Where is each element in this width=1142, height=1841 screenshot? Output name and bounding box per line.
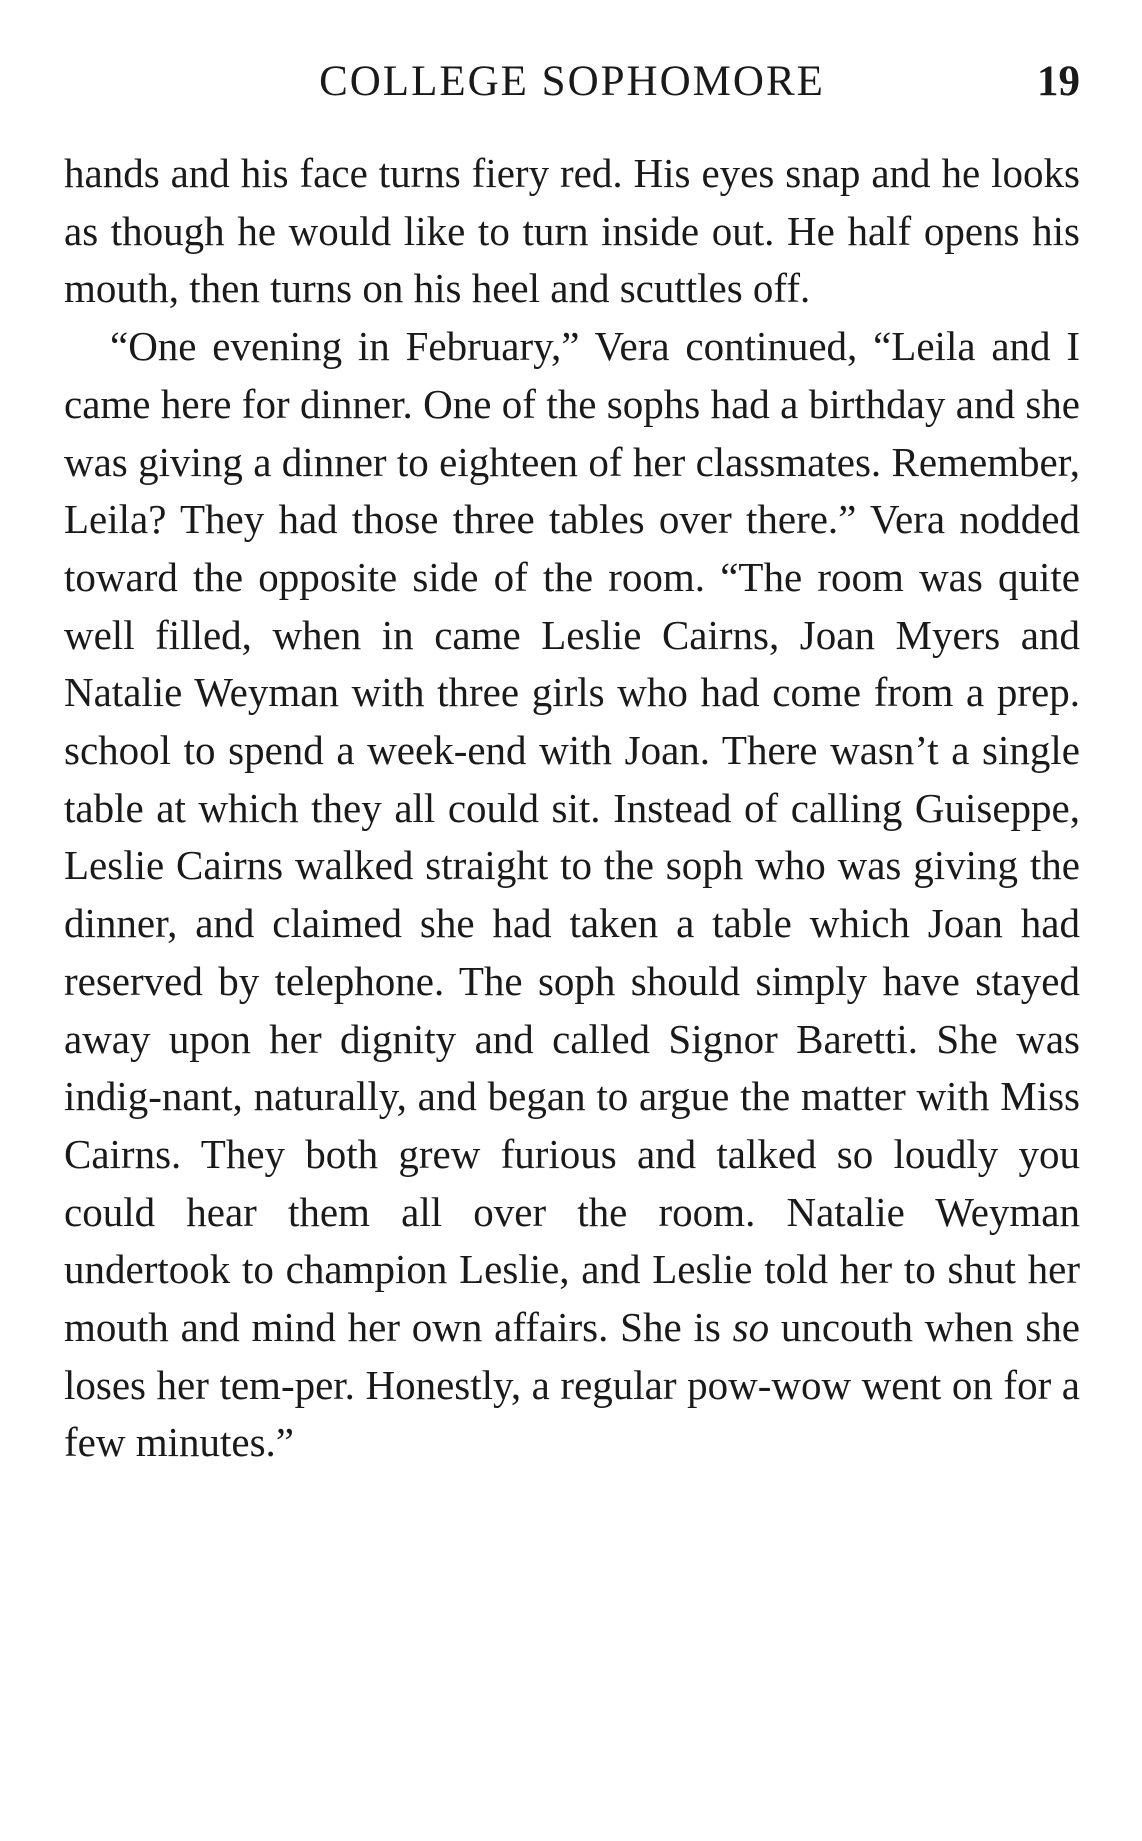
running-title: COLLEGE SOPHOMORE (319, 58, 825, 105)
paragraph-2-text-a: “One evening in February,” Vera continued, “Leila and I came here for dinner. One of the sophs had a birthday and she was giving a dinner to eighteen of her classmates. Remember, Leila? They had those three tables over there.” Vera nodded toward the opposite side of the room. “The room was quite well filled, when in came Leslie Cairns, Joan Myers and Natalie Weyman with three girls who had come from a prep. school to spend a week-end with Joan. There wasn’t a single table at which they all could sit. Instead of calling Guiseppe, Leslie Cairns walked straight to the soph who was giving the dinner, and claimed she had taken a table which Joan had reserved by telephone. The soph should simply have stayed away upon her dignity and called Signor Baretti. She was indig-nant, naturally, and began to argue the matter with Miss Cairns. They both grew furious and talked so loudly you could hear them all over the room. Natalie Weyman undertook to champion Leslie, and Leslie told her to shut her mouth and mind her own affairs. She is (64, 323, 1080, 1351)
paragraph-2-text-b: uncouth when she loses her tem-per. Honestly, a regular pow-wow went on for a few minutes.” (64, 1304, 1080, 1466)
running-head (64, 52, 1080, 112)
page-number: 19 (1037, 58, 1080, 105)
paragraph-dialogue (64, 318, 1080, 1472)
body-text (64, 145, 1080, 1472)
paragraph-continued (64, 145, 1080, 318)
paragraph-1-text: hands and his face turns fiery red. His eyes snap and he looks as though he would like to turn inside out. He half opens his mouth, then turns on his heel and scuttles off. (64, 150, 1080, 312)
emphasis-word: so (732, 1304, 770, 1351)
